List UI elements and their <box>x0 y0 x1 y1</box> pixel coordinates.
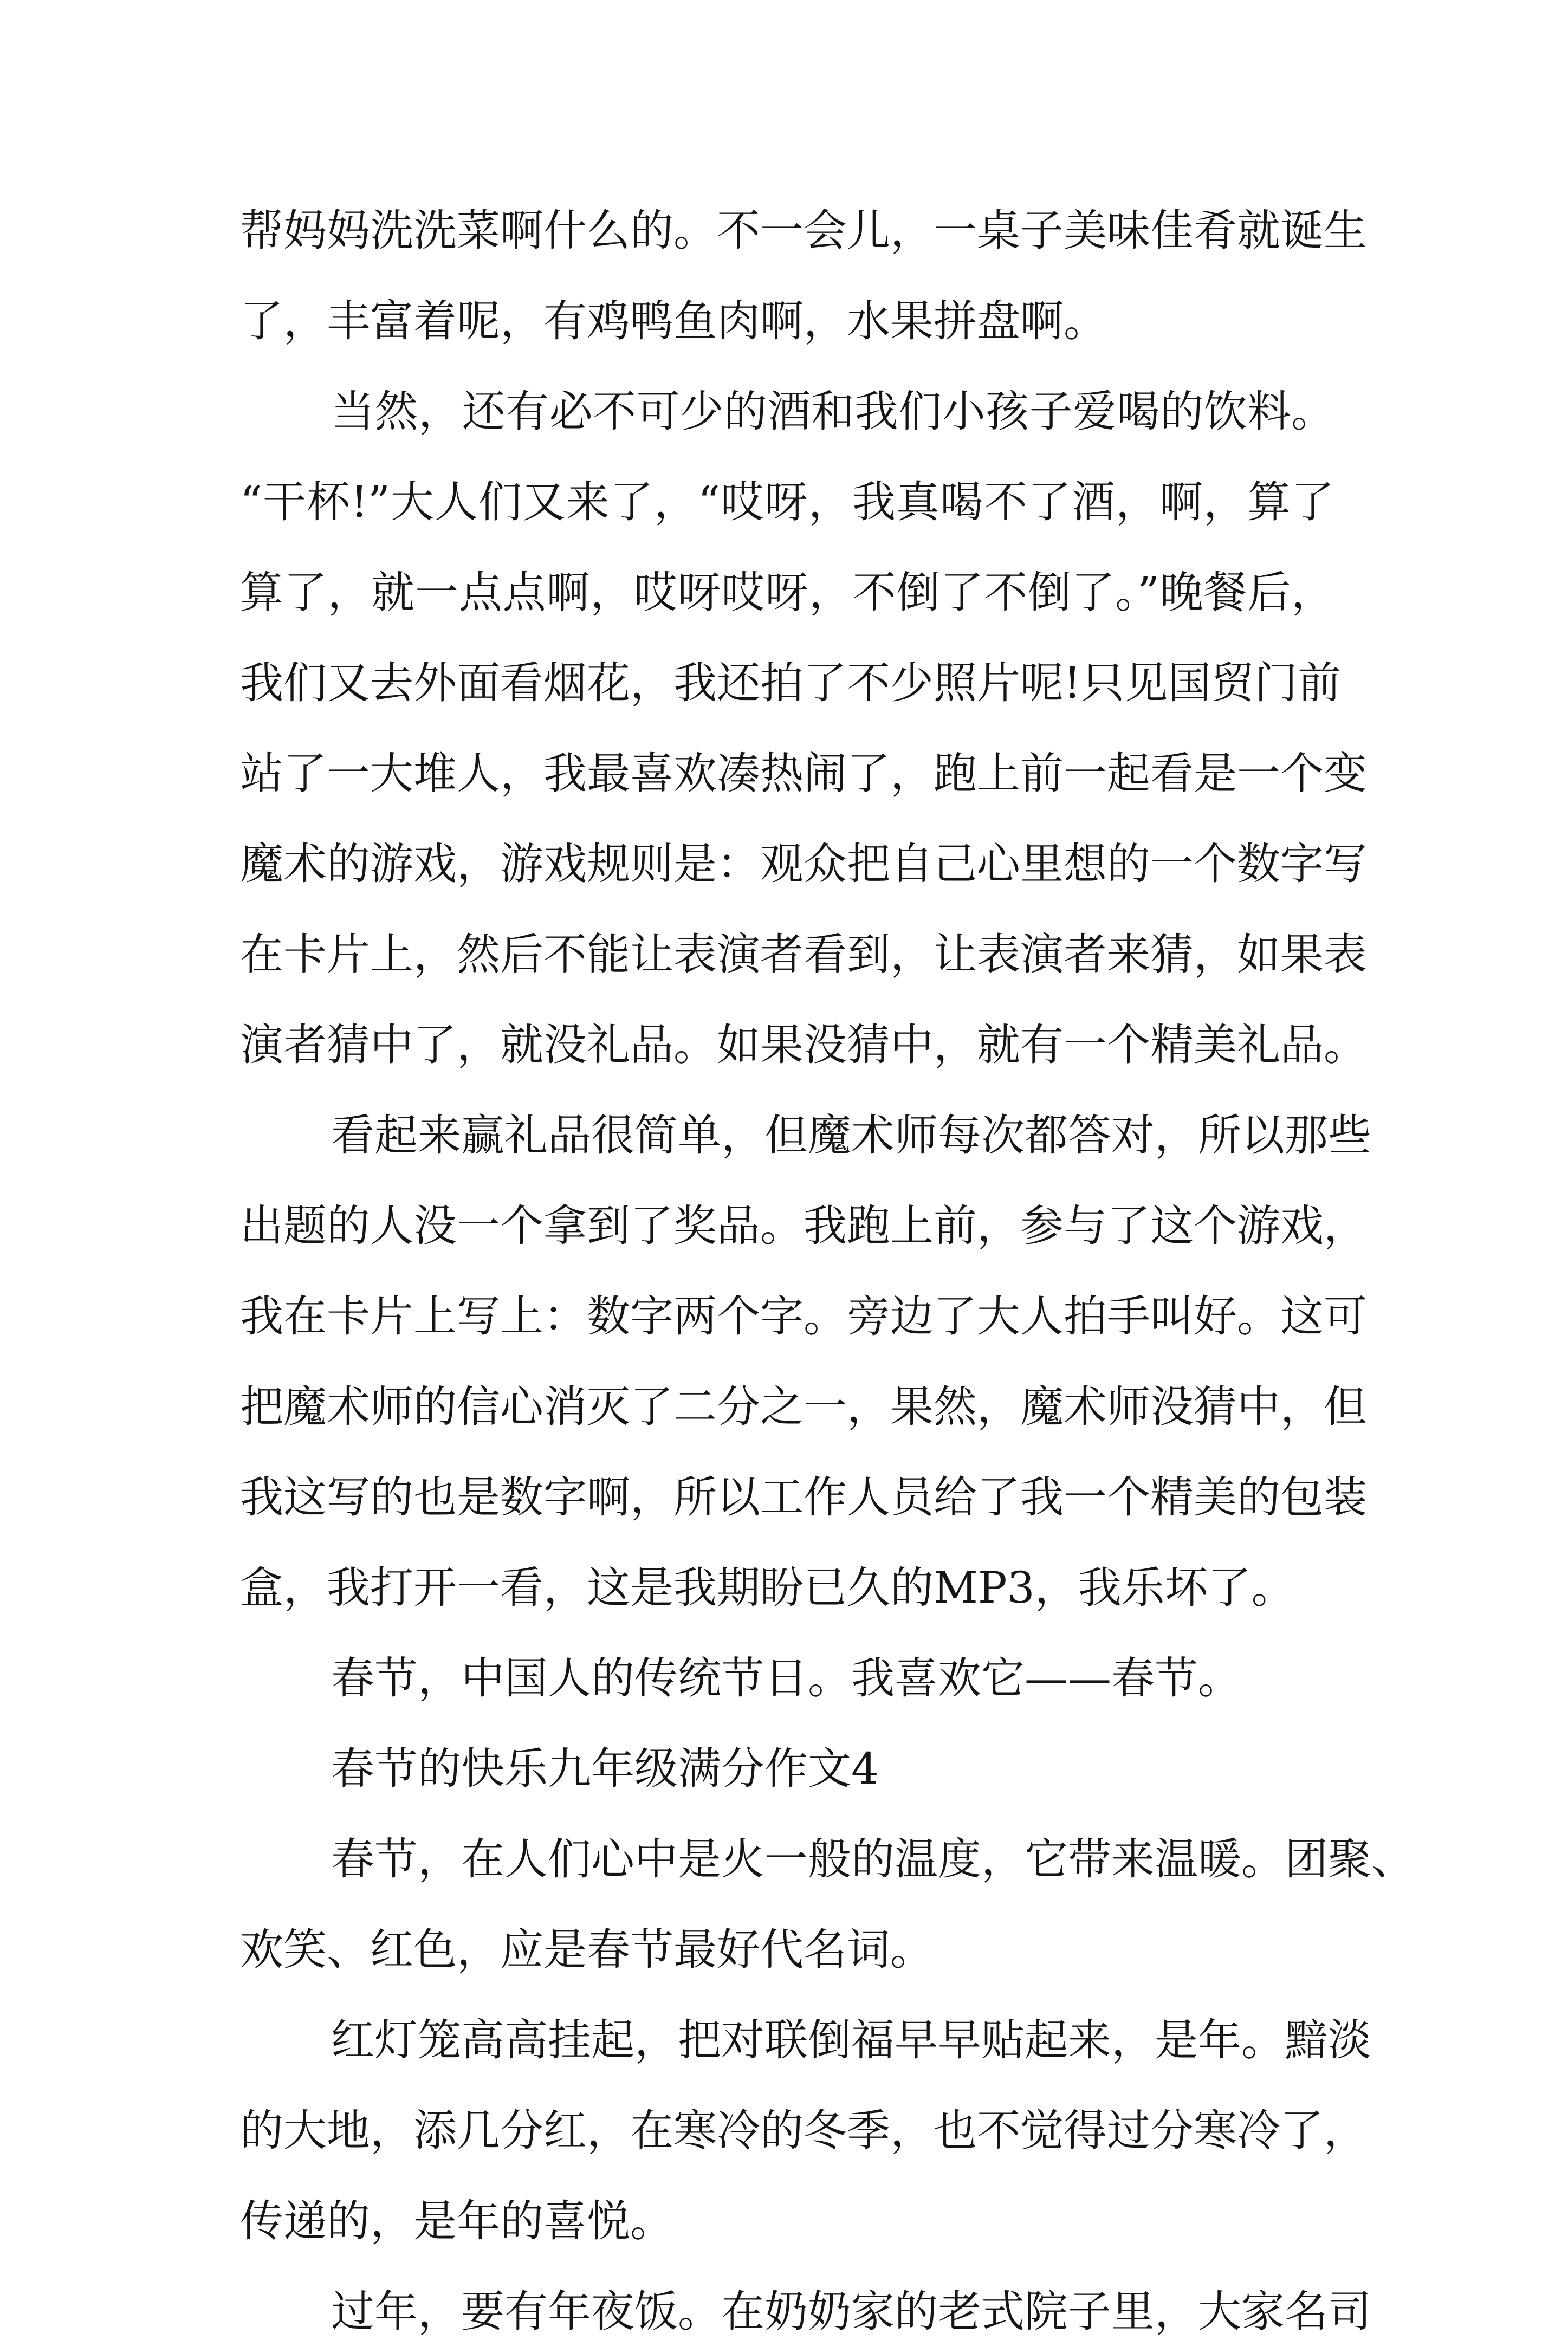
text-line: 看起来赢礼品很简单，但魔术师每次都答对，所以那些 <box>331 1110 1371 1161</box>
text-line: 了，丰富着呢，有鸡鸭鱼肉啊，水果拼盘啊。 <box>240 296 1107 346</box>
text-line: 当然，还有必不可少的酒和我们小孩子爱喝的饮料。 <box>331 386 1334 437</box>
text-line: 春节，在人们心中是火一般的温度，它带来温暖。团聚、 <box>331 1834 1415 1884</box>
text-line: 出题的人没一个拿到了奖品。我跑上前，参与了这个游戏， <box>240 1201 1367 1251</box>
text-line: 我们又去外面看烟花，我还拍了不少照片呢!只见国贸门前 <box>240 658 1342 708</box>
text-line: 的大地，添几分红，在寒冷的冬季，也不觉得过分寒冷了， <box>240 2105 1367 2156</box>
document-body <box>240 202 1415 2340</box>
text-line: 在卡片上，然后不能让表演者看到，让表演者来猜，如果表 <box>240 929 1367 980</box>
text-line: 欢笑、红色，应是春节最好代名词。 <box>240 1924 934 1975</box>
text-line: 演者猜中了，就没礼品。如果没猜中，就有一个精美礼品。 <box>240 1020 1367 1070</box>
text-line: 算了，就一点点啊，哎呀哎呀，不倒了不倒了。”晚餐后， <box>240 567 1334 618</box>
text-line: 传递的，是年的喜悦。 <box>240 2196 673 2246</box>
text-line: 过年，要有年夜饭。在奶奶家的老式院子里，大家名司 <box>331 2286 1371 2337</box>
text-line: 我这写的也是数字啊，所以工作人员给了我一个精美的包装 <box>240 1472 1367 1522</box>
section-heading: 春节的快乐九年级满分作文4 <box>331 1743 879 1794</box>
text-line: 站了一大堆人，我最喜欢凑热闹了，跑上前一起看是一个变 <box>240 748 1367 799</box>
text-line: 把魔术师的信心消灭了二分之一，果然，魔术师没猜中，但 <box>240 1382 1367 1432</box>
text-line: 帮妈妈洗洗菜啊什么的。不一会儿，一桌子美味佳肴就诞生 <box>240 205 1367 256</box>
text-line: 魔术的游戏，游戏规则是：观众把自己心里想的一个数字写 <box>240 839 1367 889</box>
text-line: 红灯笼高高挂起，把对联倒福早早贴起来，是年。黯淡 <box>331 2015 1371 2065</box>
text-line: 盒，我打开一看，这是我期盼已久的MP3，我乐坏了。 <box>240 1563 1295 1613</box>
text-line: “干杯!”大人们又来了，“哎呀，我真喝不了酒，啊，算了 <box>240 477 1334 527</box>
text-line: 我在卡片上写上：数字两个字。旁边了大人拍手叫好。这可 <box>240 1291 1367 1341</box>
text-line: 春节，中国人的传统节日。我喜欢它——春节。 <box>331 1653 1241 1703</box>
